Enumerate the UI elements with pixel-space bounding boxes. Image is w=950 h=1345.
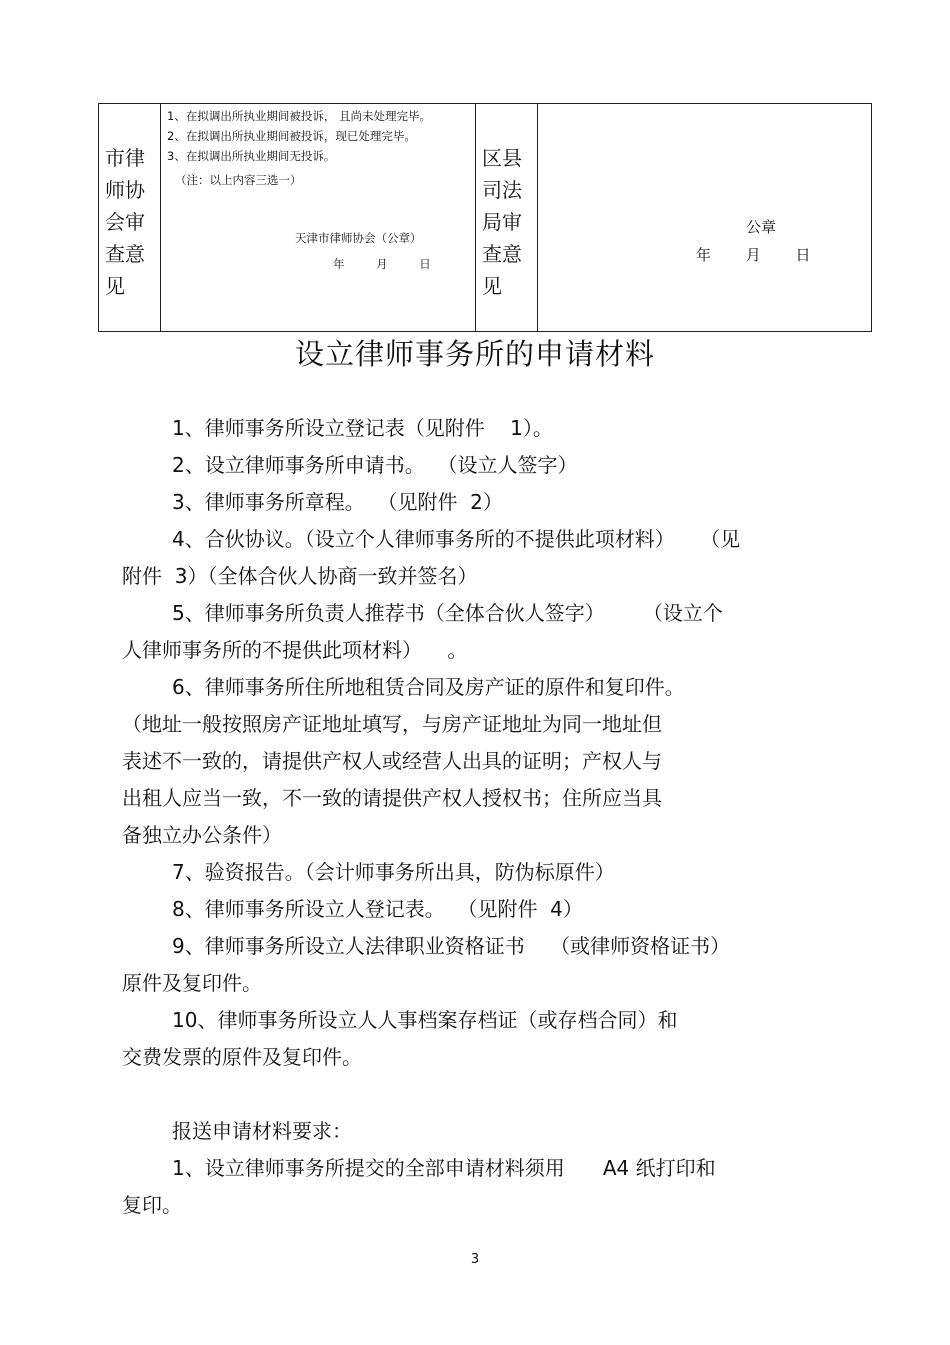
- list-item-continuation: 交费发票的原件及复印件。: [122, 1045, 362, 1069]
- list-item-continuation: （地址一般按照房产证地址填写，与房产证地址为同一地址但: [122, 712, 662, 736]
- district-review-date: 年 月 日: [696, 246, 811, 264]
- page-number: 3: [470, 1252, 480, 1267]
- blank-line: [122, 1076, 822, 1113]
- district-justice-bureau-label: 区县司法局审查意见: [476, 104, 538, 332]
- list-item-continuation: 原件及复印件。: [122, 971, 262, 995]
- list-item: 3、律师事务所章程。 （见附件 2）: [172, 490, 503, 514]
- city-review-date: 年 月 日: [333, 257, 431, 271]
- application-materials-list: [122, 410, 822, 1224]
- list-item: 8、律师事务所设立人登记表。 （见附件 4）: [172, 897, 583, 921]
- requirements-heading: 报送申请材料要求：: [172, 1119, 352, 1143]
- city-association-seal: 天津市律师协会（公章）: [295, 231, 422, 245]
- choose-one-note: （注：以上内容三选一）: [175, 173, 302, 187]
- city-lawyers-association-label: 市律师协会审查意见: [99, 104, 161, 332]
- review-opinion-table: [98, 103, 872, 332]
- city-review-content: [161, 104, 476, 332]
- requirement-item: 1、设立律师事务所提交的全部申请材料须用 A4 纸打印和: [172, 1156, 716, 1180]
- list-item: 6、律师事务所住所地租赁合同及房产证的原件和复印件。: [172, 675, 685, 699]
- district-seal: 公章: [746, 218, 777, 236]
- option-line: 1、在拟调出所执业期间被投诉， 且尚未处理完毕。: [167, 109, 431, 123]
- list-item-continuation: 出租人应当一致，不一致的请提供产权人授权书；住所应当具: [122, 786, 662, 810]
- list-item: 1、律师事务所设立登记表（见附件 1）。: [172, 416, 553, 440]
- list-item: 5、律师事务所负责人推荐书（全体合伙人签字） （设立个: [172, 601, 723, 625]
- list-item-continuation: 附件 3）（全体合伙人协商一致并签名）: [122, 564, 478, 588]
- list-item-continuation: 人律师事务所的不提供此项材料） 。: [122, 638, 468, 662]
- list-item-continuation: 表述不一致的，请提供产权人或经营人出具的证明；产权人与: [122, 749, 662, 773]
- document-title: 设立律师事务所的申请材料: [294, 337, 655, 371]
- option-line: 2、在拟调出所执业期间被投诉，现已处理完毕。: [167, 129, 416, 143]
- option-line: 3、在拟调出所执业期间无投诉。: [167, 149, 336, 163]
- list-item: 4、合伙协议。（设立个人律师事务所的不提供此项材料） （见: [172, 527, 741, 551]
- district-review-content: [538, 104, 872, 332]
- list-item: 7、验资报告。（会计师事务所出具，防伪标原件）: [172, 860, 615, 884]
- list-item: 2、设立律师事务所申请书。 （设立人签字）: [172, 453, 578, 477]
- requirement-continuation: 复印。: [122, 1193, 182, 1217]
- list-item: 9、律师事务所设立人法律职业资格证书 （或律师资格证书）: [172, 934, 731, 958]
- list-item-continuation: 备独立办公条件）: [122, 823, 282, 847]
- list-item: 10、律师事务所设立人人事档案存档证（或存档合同）和: [172, 1008, 678, 1032]
